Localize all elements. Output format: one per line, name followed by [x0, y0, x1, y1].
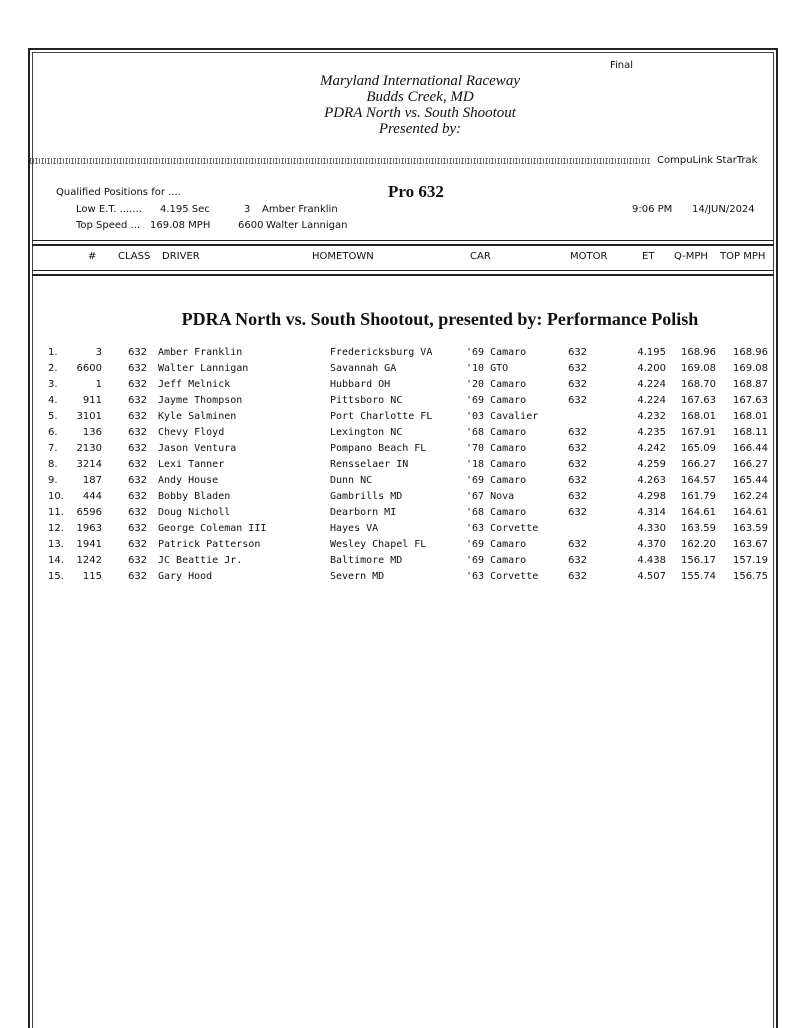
table-row — [0, 555, 800, 571]
row-car: '67 Nova — [466, 491, 515, 502]
table-row — [0, 507, 800, 523]
table-row — [0, 571, 800, 587]
row-driver: Chevy Floyd — [158, 427, 225, 438]
row-motor: 632 — [568, 363, 588, 374]
divider-line — [32, 270, 774, 271]
table-row — [0, 491, 800, 507]
col-header-car: CAR — [470, 251, 491, 262]
row-topmph: 156.75 — [733, 571, 768, 582]
row-et: 4.242 — [637, 443, 666, 454]
row-et: 4.507 — [637, 571, 666, 582]
row-hometown: Hubbard OH — [330, 379, 391, 390]
row-hometown: Pittsboro NC — [330, 395, 403, 406]
table-row — [0, 459, 800, 475]
row-car: '69 Camaro — [466, 347, 527, 358]
row-class: 632 — [128, 347, 148, 358]
top-speed-value: 169.08 MPH — [150, 220, 211, 231]
row-et: 4.370 — [637, 539, 666, 550]
row-car-number: 1941 — [76, 539, 102, 550]
row-car: '68 Camaro — [466, 427, 527, 438]
table-row — [0, 379, 800, 395]
row-topmph: 166.44 — [733, 443, 768, 454]
row-car-number: 1963 — [76, 523, 102, 534]
row-et: 4.232 — [637, 411, 666, 422]
row-driver: George Coleman III — [158, 523, 267, 534]
table-row — [0, 475, 800, 491]
row-position: 8. — [48, 459, 58, 470]
row-position: 3. — [48, 379, 58, 390]
track-location: Budds Creek, MD — [366, 89, 474, 105]
row-hometown: Hayes VA — [330, 523, 379, 534]
row-car: '10 GTO — [466, 363, 509, 374]
row-position: 5. — [48, 411, 58, 422]
row-qmph: 161.79 — [681, 491, 716, 502]
row-topmph: 166.27 — [733, 459, 768, 470]
row-qmph: 156.17 — [681, 555, 716, 566]
top-speed-label: Top Speed ... — [76, 220, 141, 231]
row-class: 632 — [128, 571, 148, 582]
row-position: 4. — [48, 395, 58, 406]
row-class: 632 — [128, 379, 148, 390]
col-header-class: CLASS — [118, 251, 151, 262]
low-et-value: 4.195 Sec — [160, 204, 210, 215]
col-header-num: # — [88, 251, 97, 262]
col-header-et: ET — [642, 251, 655, 262]
row-motor: 632 — [568, 427, 588, 438]
divider-line — [32, 240, 774, 241]
row-driver: Doug Nicholl — [158, 507, 231, 518]
row-car-number: 187 — [82, 475, 102, 486]
row-driver: Jason Ventura — [158, 443, 237, 454]
row-car: '69 Camaro — [466, 539, 527, 550]
header-block — [0, 73, 800, 137]
row-driver: Jeff Melnick — [158, 379, 231, 390]
row-et: 4.200 — [637, 363, 666, 374]
qualified-title: Qualified Positions for .... — [56, 187, 181, 198]
divider-line — [32, 244, 774, 246]
row-et: 4.259 — [637, 459, 666, 470]
row-driver: Gary Hood — [158, 571, 213, 582]
divider-line — [32, 274, 774, 276]
row-topmph: 168.87 — [733, 379, 768, 390]
track-name: Maryland International Raceway — [320, 73, 520, 89]
row-car-number: 3214 — [76, 459, 102, 470]
row-car: '63 Corvette — [466, 523, 539, 534]
row-class: 632 — [128, 507, 148, 518]
row-qmph: 168.01 — [681, 411, 716, 422]
row-hometown: Port Charlotte FL — [330, 411, 433, 422]
row-qmph: 168.70 — [681, 379, 716, 390]
row-car-number: 3101 — [76, 411, 102, 422]
row-hometown: Dearborn MI — [330, 507, 397, 518]
row-class: 632 — [128, 411, 148, 422]
row-qmph: 167.91 — [681, 427, 716, 438]
row-hometown: Baltimore MD — [330, 555, 403, 566]
status-label: Final — [610, 60, 634, 71]
row-topmph: 168.01 — [733, 411, 768, 422]
row-motor: 632 — [568, 443, 588, 454]
row-et: 4.224 — [637, 395, 666, 406]
table-row — [0, 427, 800, 443]
report-time: 9:06 PM — [632, 204, 673, 215]
row-hometown: Severn MD — [330, 571, 385, 582]
row-car-number: 115 — [82, 571, 102, 582]
row-et: 4.298 — [637, 491, 666, 502]
table-row — [0, 395, 800, 411]
row-car-number: 6600 — [76, 363, 102, 374]
table-row — [0, 443, 800, 459]
row-car: '18 Camaro — [466, 459, 527, 470]
row-car-number: 1242 — [76, 555, 102, 566]
row-driver: Andy House — [158, 475, 219, 486]
row-position: 11. — [48, 507, 64, 518]
row-class: 632 — [128, 395, 148, 406]
row-topmph: 168.11 — [733, 427, 768, 438]
row-driver: Bobby Bladen — [158, 491, 231, 502]
row-car-number: 3 — [95, 347, 102, 358]
row-class: 632 — [128, 539, 148, 550]
row-qmph: 166.27 — [681, 459, 716, 470]
row-car: '69 Camaro — [466, 555, 527, 566]
row-car: '68 Camaro — [466, 507, 527, 518]
row-car-number: 2130 — [76, 443, 102, 454]
row-driver: Jayme Thompson — [158, 395, 243, 406]
row-topmph: 169.08 — [733, 363, 768, 374]
row-car: '69 Camaro — [466, 475, 527, 486]
row-et: 4.330 — [637, 523, 666, 534]
row-topmph: 163.59 — [733, 523, 768, 534]
row-car-number: 444 — [82, 491, 102, 502]
row-driver: Patrick Patterson — [158, 539, 261, 550]
row-car: '70 Camaro — [466, 443, 527, 454]
row-class: 632 — [128, 475, 148, 486]
row-topmph: 162.24 — [733, 491, 768, 502]
row-hometown: Gambrills MD — [330, 491, 403, 502]
row-motor: 632 — [568, 379, 588, 390]
row-hometown: Rensselaer IN — [330, 459, 409, 470]
row-topmph: 167.63 — [733, 395, 768, 406]
row-et: 4.195 — [637, 347, 666, 358]
row-et: 4.235 — [637, 427, 666, 438]
row-et: 4.314 — [637, 507, 666, 518]
row-position: 2. — [48, 363, 58, 374]
row-car: '69 Camaro — [466, 395, 527, 406]
row-car-number: 6596 — [76, 507, 102, 518]
presented-by: Presented by: — [378, 121, 462, 137]
col-header-topmph: TOP MPH — [720, 251, 766, 262]
row-motor: 632 — [568, 475, 588, 486]
top-speed-driver: Walter Lannigan — [266, 220, 348, 231]
row-topmph: 163.67 — [733, 539, 768, 550]
row-motor: 632 — [568, 395, 588, 406]
top-speed-car-number: 6600 — [238, 220, 264, 231]
row-car: '63 Corvette — [466, 571, 539, 582]
table-row — [0, 363, 800, 379]
row-car-number: 911 — [82, 395, 102, 406]
row-qmph: 164.61 — [681, 507, 716, 518]
row-class: 632 — [128, 443, 148, 454]
row-qmph: 168.96 — [681, 347, 716, 358]
row-position: 1. — [48, 347, 58, 358]
row-motor: 632 — [568, 459, 588, 470]
row-qmph: 164.57 — [681, 475, 716, 486]
table-row — [0, 539, 800, 555]
row-motor: 632 — [568, 347, 588, 358]
col-header-driver: DRIVER — [162, 251, 200, 262]
row-driver: Amber Franklin — [158, 347, 243, 358]
row-position: 10. — [48, 491, 64, 502]
row-hometown: Lexington NC — [330, 427, 403, 438]
row-topmph: 164.61 — [733, 507, 768, 518]
row-et: 4.224 — [637, 379, 666, 390]
row-qmph: 165.09 — [681, 443, 716, 454]
row-topmph: 168.96 — [733, 347, 768, 358]
row-et: 4.438 — [637, 555, 666, 566]
table-row — [0, 411, 800, 427]
row-motor: 632 — [568, 555, 588, 566]
row-position: 13. — [48, 539, 64, 550]
row-driver: Lexi Tanner — [158, 459, 225, 470]
table-row — [0, 523, 800, 539]
dotted-divider — [30, 158, 650, 164]
col-header-qmph: Q-MPH — [674, 251, 708, 262]
row-motor: 632 — [568, 571, 588, 582]
row-class: 632 — [128, 459, 148, 470]
row-class: 632 — [128, 491, 148, 502]
row-position: 7. — [48, 443, 58, 454]
event-class-title: Pro 632 — [388, 182, 444, 201]
row-car: '20 Camaro — [466, 379, 527, 390]
row-car-number: 1 — [95, 379, 102, 390]
row-position: 15. — [48, 571, 64, 582]
row-et: 4.263 — [637, 475, 666, 486]
row-position: 14. — [48, 555, 64, 566]
row-hometown: Wesley Chapel FL — [330, 539, 427, 550]
row-position: 6. — [48, 427, 58, 438]
row-topmph: 157.19 — [733, 555, 768, 566]
row-class: 632 — [128, 555, 148, 566]
row-topmph: 165.44 — [733, 475, 768, 486]
low-et-car-number: 3 — [244, 204, 251, 215]
table-row — [0, 347, 800, 363]
row-hometown: Fredericksburg VA — [330, 347, 433, 358]
brand-label: CompuLink StarTrak — [657, 155, 758, 166]
row-position: 9. — [48, 475, 58, 486]
row-motor: 632 — [568, 491, 588, 502]
row-car-number: 136 — [82, 427, 102, 438]
col-header-hometown: HOMETOWN — [312, 251, 374, 262]
row-qmph: 169.08 — [681, 363, 716, 374]
row-class: 632 — [128, 523, 148, 534]
row-hometown: Dunn NC — [330, 475, 373, 486]
row-driver: Walter Lannigan — [158, 363, 249, 374]
row-qmph: 163.59 — [681, 523, 716, 534]
row-hometown: Savannah GA — [330, 363, 397, 374]
low-et-driver: Amber Franklin — [262, 204, 338, 215]
row-motor: 632 — [568, 539, 588, 550]
event-name: PDRA North vs. South Shootout — [324, 105, 516, 121]
row-qmph: 155.74 — [681, 571, 716, 582]
row-qmph: 162.20 — [681, 539, 716, 550]
row-qmph: 167.63 — [681, 395, 716, 406]
report-date: 14/JUN/2024 — [692, 204, 755, 215]
col-header-motor: MOTOR — [570, 251, 608, 262]
row-position: 12. — [48, 523, 64, 534]
row-motor: 632 — [568, 507, 588, 518]
row-class: 632 — [128, 363, 148, 374]
row-class: 632 — [128, 427, 148, 438]
row-driver: JC Beattie Jr. — [158, 555, 243, 566]
results-banner: PDRA North vs. South Shootout, presented by: Performance Polish — [181, 309, 699, 329]
row-car: '03 Cavalier — [466, 411, 539, 422]
row-hometown: Pompano Beach FL — [330, 443, 427, 454]
low-et-label: Low E.T. ....... — [76, 204, 142, 215]
row-driver: Kyle Salminen — [158, 411, 237, 422]
